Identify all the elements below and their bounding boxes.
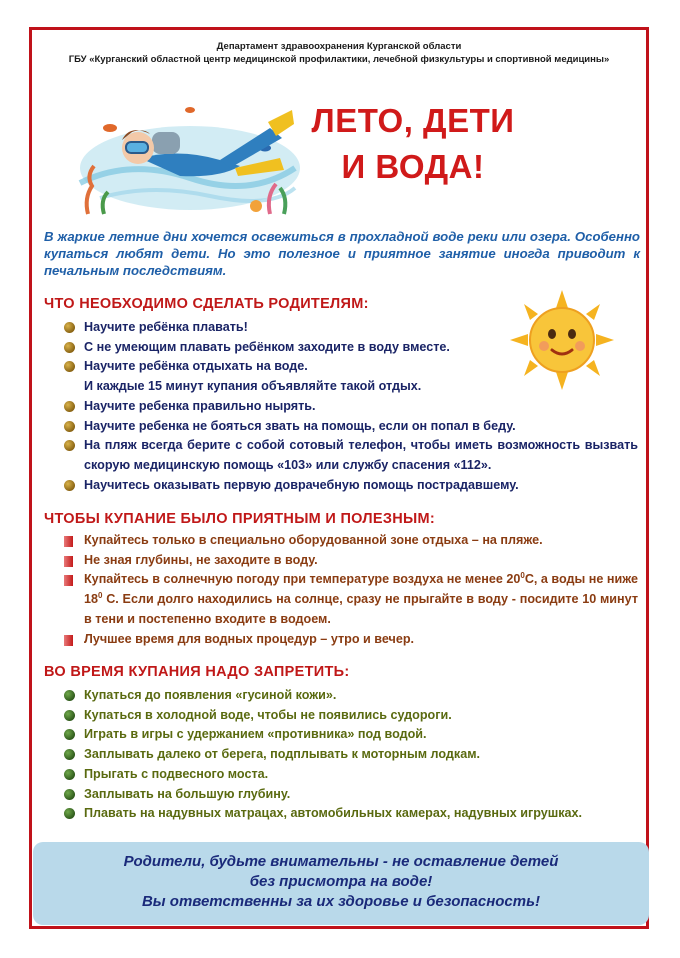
list-item: Научите ребёнка отдыхать на воде. И каждые 15 минут купания объявляйте такой отдых. xyxy=(64,357,638,396)
list-item: Научите ребенка правильно нырять. xyxy=(64,397,638,417)
prohibitions-list xyxy=(64,686,638,824)
list-item: Купаться до появления «гусиной кожи». xyxy=(64,686,638,706)
bullet-icon xyxy=(64,480,75,491)
list-item: Плавать на надувных матрацах, автомобильных камерах, надувных игрушках. xyxy=(64,804,638,824)
swimming-tips-list xyxy=(64,531,638,649)
list-item: Прыгать с подвесного моста. xyxy=(64,765,638,785)
bullet-icon xyxy=(64,342,75,353)
warning-note-line1: Родители, будьте внимательны - не оставление детей xyxy=(123,853,559,870)
bullet-icon xyxy=(64,749,75,760)
header-institution: ГБУ «Курганский областной центр медицинской профилактики, лечебной физкультуры и спортивной медицины» xyxy=(68,54,610,65)
bullet-icon xyxy=(64,710,75,721)
bullet-icon xyxy=(64,361,75,372)
list-item: Заплывать далеко от берега, подплывать к моторным лодкам. xyxy=(64,745,638,765)
parents-list xyxy=(64,318,638,495)
main-title-line2: И ВОДА! xyxy=(341,148,485,185)
list-item: Заплывать на большую глубину. xyxy=(64,785,638,805)
bullet-icon xyxy=(64,729,75,740)
main-title xyxy=(298,98,528,190)
diver-illustration xyxy=(70,88,300,216)
bullet-icon xyxy=(64,421,75,432)
bullet-icon xyxy=(64,536,73,547)
bullet-icon xyxy=(64,440,75,451)
bullet-icon xyxy=(64,322,75,333)
bullet-icon xyxy=(64,556,73,567)
list-item-continuation: И каждые 15 минут купания объявляйте такой отдых. xyxy=(84,379,422,394)
bullet-icon xyxy=(64,690,75,701)
list-item: Играть в игры с удержанием «противника» под водой. xyxy=(64,725,638,745)
bullet-icon xyxy=(64,401,75,412)
section2-title: ЧТОБЫ КУПАНИЕ БЫЛО ПРИЯТНЫМ И ПОЛЕЗНЫМ: xyxy=(44,511,435,527)
list-item: Лучшее время для водных процедур – утро и вечер. xyxy=(64,630,638,650)
bullet-icon xyxy=(64,575,73,586)
bullet-icon xyxy=(64,808,75,819)
list-item: Научите ребёнка плавать! xyxy=(64,318,638,338)
warning-note-line3: Вы ответственны за их здоровье и безопасность! xyxy=(141,893,541,910)
main-title-line1: ЛЕТО, ДЕТИ xyxy=(311,102,515,139)
list-item: Купайтесь в солнечную погоду при температуре воздуха не менее $20^0С$, а воды не ниже $18^0$ С. Если долго находились на солнце, сразу не прыгайте в воду - посидите 10 минут в тени и постепенно входите в водоем. xyxy=(64,570,638,629)
section1-title: ЧТО НЕОБХОДИМО СДЕЛАТЬ РОДИТЕЛЯМ: xyxy=(44,296,369,312)
section3-title: ВО ВРЕМЯ КУПАНИЯ НАДО ЗАПРЕТИТЬ: xyxy=(44,664,350,680)
bullet-icon xyxy=(64,789,75,800)
list-item: Научитесь оказывать первую доврачебную помощь пострадавшему. xyxy=(64,476,638,496)
list-item: Научите ребенка не бояться звать на помощь, если он попал в беду. xyxy=(64,417,638,437)
warning-note xyxy=(33,842,649,925)
list-item: Купайтесь только в специально оборудованной зоне отдыха – на пляже. xyxy=(64,531,638,551)
list-item: На пляж всегда берите с собой сотовый телефон, чтобы иметь возможность вызвать скорую медицинскую помощь «103» или службу спасения «112». xyxy=(64,436,638,475)
header xyxy=(29,40,649,66)
warning-note-line2: без присмотра на воде! xyxy=(249,873,433,890)
list-item: С не умеющим плавать ребёнком заходите в воду вместе. xyxy=(64,338,638,358)
intro-text: В жаркие летние дни хочется освежиться в прохладной воде реки или озера. Особенно купаться любят дети. Но это полезное и приятное занятие иногда приводит к печальным последствиям. xyxy=(44,229,640,278)
list-item: Купаться в холодной воде, чтобы не появились судороги. xyxy=(64,706,638,726)
bullet-icon xyxy=(64,769,75,780)
bullet-icon xyxy=(64,635,73,646)
list-item: Не зная глубины, не заходите в воду. xyxy=(64,551,638,571)
header-department: Департамент здравоохранения Курганской области xyxy=(216,41,462,52)
